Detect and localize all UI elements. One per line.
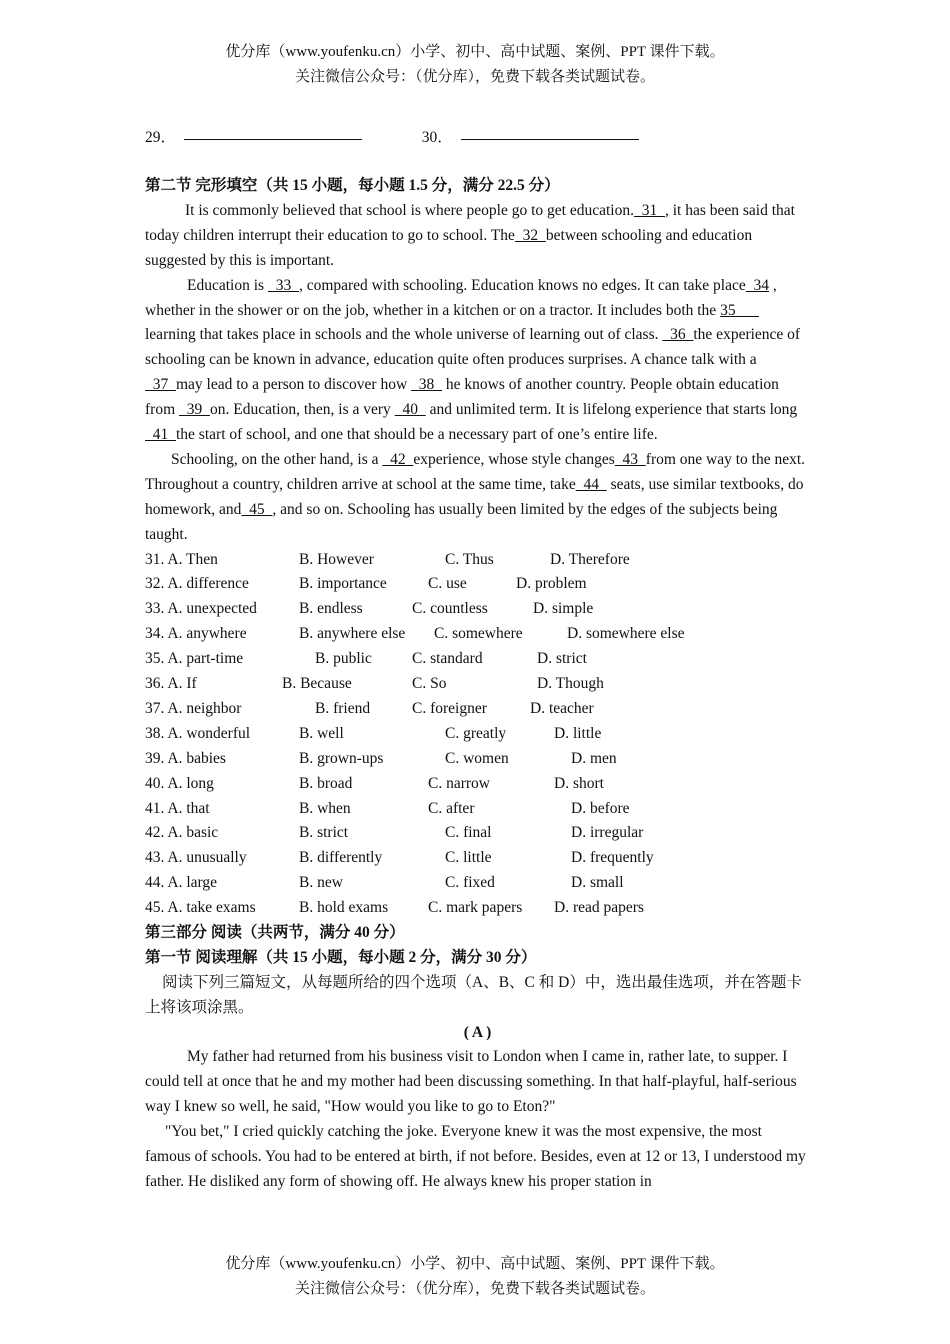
passage-paragraph-1: My father had returned from his business visit to London when I came in, rather late, to supper. I could tell at once that he and my mother had been discussing something. In that half-playful, half-serious way I knew so well, he said, "How would you like to go to Eton?" [145, 1048, 797, 1116]
option-c: C. Thus [445, 550, 494, 568]
text: Education is [187, 276, 268, 294]
text: may lead to a person to discover how [176, 376, 412, 394]
header-line-1: 优分库（www.youfenku.cn）小学、初中、高中试题、案例、PPT 课件下载。 [225, 44, 725, 60]
blank-label-30: 30． [421, 129, 453, 146]
option-row [145, 622, 810, 647]
main-content [145, 174, 810, 1195]
option-b: B. Because [282, 675, 352, 693]
option-c: C. somewhere [434, 625, 523, 643]
option-c: C. standard [412, 650, 483, 668]
text: the experience of schooling can be known in advance, education quite often produces surprises. A chance talk with a [145, 326, 801, 369]
text: , compared with schooling. Education knows no edges. It can take place [298, 276, 746, 294]
option-b: B. well [299, 724, 344, 742]
blank-line-30 [461, 138, 639, 140]
blank-label-29: 29． [145, 129, 177, 146]
option-c: C. use [428, 575, 467, 593]
option-d: D. somewhere else [567, 625, 685, 643]
blank-33: 33 [267, 276, 299, 294]
option-row [145, 647, 810, 672]
blank-44: 44 [575, 475, 607, 493]
option-b: B. hold exams [299, 899, 389, 917]
reading-instructions: 阅读下列三篇短文，从每题所给的四个选项（A、B、C 和 D）中，选出最佳选项，并在答题卡上将该项涂黑。 [145, 973, 802, 1016]
option-row [145, 846, 810, 871]
option-a: 44. A. large [145, 874, 218, 892]
blank-41: 41 [145, 426, 176, 444]
option-row [145, 821, 810, 846]
text: learning that takes place in schools and the whole universe of learning out of class. [145, 326, 663, 344]
option-c: C. greatly [445, 724, 507, 742]
blank-32: 32 [514, 226, 546, 244]
option-c: C. little [445, 849, 492, 867]
option-row [145, 871, 810, 896]
blank-35: 35___ [720, 301, 759, 319]
option-d: D. small [571, 874, 624, 892]
option-a: 43. A. unusually [145, 849, 247, 867]
option-c: C. after [428, 799, 475, 817]
text: and unlimited term. It is lifelong experience that starts long [425, 401, 798, 419]
text: he knows of another country. People obtain education from [145, 376, 779, 419]
blank-38: 38 [411, 376, 443, 394]
option-a: 42. A. basic [145, 824, 219, 842]
text: It is commonly believed that school is where people go to get education. [185, 201, 634, 219]
option-b: B. endless [299, 600, 363, 618]
blank-31: 31 [633, 201, 665, 219]
option-d: D. problem [516, 575, 587, 593]
option-d: D. read papers [554, 899, 644, 917]
option-d: D. strict [537, 650, 587, 668]
option-b: B. grown-ups [299, 749, 384, 767]
option-d: D. short [554, 774, 604, 792]
option-a: 34. A. anywhere [145, 625, 247, 643]
option-b: B. differently [299, 849, 383, 867]
passage-label: ( A ) [463, 1023, 492, 1041]
text: from one way to the next. Throughout a country, children arrive at school at the same time, take [145, 450, 806, 493]
option-row [145, 597, 810, 622]
text: , and so on. Schooling has usually been limited by the edges of the subjects being taught. [145, 500, 778, 543]
option-b: B. importance [299, 575, 387, 593]
option-b: B. anywhere else [299, 625, 406, 643]
option-a: 33. A. unexpected [145, 600, 257, 618]
blank-line-29 [184, 138, 362, 140]
blank-36: 36 [662, 326, 694, 344]
blank-42: 42 [382, 450, 414, 468]
text: Schooling, on the other hand, is a [171, 450, 383, 468]
text: the start of school, and one that should be a necessary part of one’s entire life. [176, 426, 658, 444]
option-b: B. friend [315, 699, 371, 717]
option-d: D. Though [537, 675, 604, 693]
option-a: 31. A. Then [145, 550, 218, 568]
option-d: D. little [554, 724, 602, 742]
option-row [145, 672, 810, 697]
part3-section1-title: 第一节 阅读理解（共 15 小题，每小题 2 分，满分 30 分） [145, 948, 537, 966]
option-c: C. So [412, 675, 447, 693]
footer-line-2: 关注微信公众号：（优分库），免费下载各类试题试卷。 [294, 1281, 655, 1297]
text: , whether in the shower or on the job, whether in a kitchen or on a tractor. It includes both the [145, 276, 777, 319]
option-c: C. fixed [445, 874, 495, 892]
blank-40: 40 [394, 401, 426, 419]
option-a: 45. A. take exams [145, 899, 256, 917]
cloze-paragraph-3 [145, 448, 810, 548]
page-footer [0, 1252, 950, 1302]
option-a: 40. A. long [145, 774, 214, 792]
option-d: D. simple [533, 600, 594, 618]
option-row [145, 896, 810, 921]
answer-blanks-29-30 [145, 125, 639, 147]
option-row [145, 747, 810, 772]
passage-paragraph-2: "You bet," I cried quickly catching the joke. Everyone knew it was the most expensive, the most famous of schools. You had to be entered at birth, if not before. Besides, even at 12 or 13, I understood my father. He disliked any form of showing off. He always knew his proper station in [145, 1123, 806, 1191]
option-c: C. mark papers [428, 899, 523, 917]
section2-title: 第二节 完形填空（共 15 小题，每小题 1.5 分，满分 22.5 分） [145, 177, 560, 194]
option-d: D. Therefore [550, 550, 630, 568]
option-b: B. strict [299, 824, 349, 842]
option-a: 32. A. difference [145, 575, 249, 593]
text: experience, whose style changes [413, 450, 615, 468]
option-a: 39. A. babies [145, 749, 226, 767]
text: on. Education, then, is a very [210, 401, 395, 419]
option-c: C. countless [412, 600, 488, 618]
option-a: 36. A. If [145, 675, 197, 693]
option-b: B. However [299, 550, 374, 568]
option-a: 35. A. part-time [145, 650, 244, 668]
text: seats, use similar textbooks, do homework, and [145, 475, 804, 518]
option-b: B. when [299, 799, 351, 817]
option-a: 37. A. neighbor [145, 699, 242, 717]
option-a: 38. A. wonderful [145, 724, 251, 742]
option-b: B. broad [299, 774, 353, 792]
option-d: D. frequently [571, 849, 654, 867]
blank-34: 34 [745, 276, 769, 294]
blank-45: 45 [241, 500, 273, 518]
blank-43: 43 [614, 450, 646, 468]
option-a: 41. A. that [145, 799, 210, 817]
option-d: D. before [571, 799, 630, 817]
cloze-paragraph-1 [145, 199, 810, 274]
option-d: D. teacher [530, 699, 594, 717]
option-row [145, 697, 810, 722]
page-header [0, 40, 950, 90]
option-b: B. new [299, 874, 343, 892]
option-c: C. narrow [428, 774, 490, 792]
option-c: C. foreigner [412, 699, 487, 717]
option-d: D. men [571, 749, 617, 767]
option-row [145, 548, 810, 573]
option-d: D. irregular [571, 824, 644, 842]
option-row [145, 572, 810, 597]
text: between schooling and education suggested by this is important. [145, 226, 753, 269]
option-row [145, 722, 810, 747]
footer-line-1: 优分库（www.youfenku.cn）小学、初中、高中试题、案例、PPT 课件下载。 [225, 1256, 725, 1272]
part3-title: 第三部分 阅读（共两节，满分 40 分） [145, 923, 405, 941]
blank-37: 37 [145, 376, 176, 394]
cloze-paragraph-2 [145, 274, 810, 448]
option-row [145, 797, 810, 822]
option-row [145, 772, 810, 797]
options-list [145, 548, 810, 921]
blank-39: 39 [179, 401, 211, 419]
header-line-2: 关注微信公众号：（优分库），免费下载各类试题试卷。 [294, 69, 655, 85]
text: , it has been said that today children interrupt their education to go to school. The [145, 201, 795, 244]
option-c: C. final [445, 824, 492, 842]
option-c: C. women [445, 749, 509, 767]
option-b: B. public [315, 650, 372, 668]
